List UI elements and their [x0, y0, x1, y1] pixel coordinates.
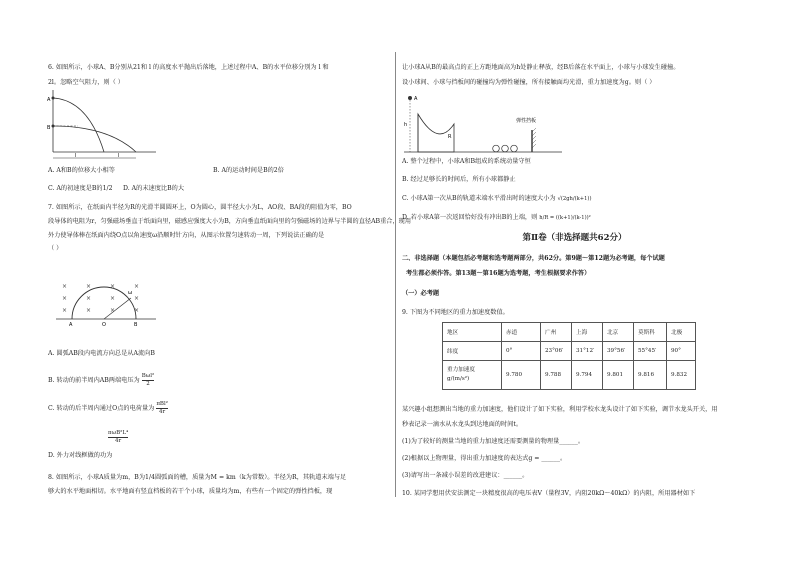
- denominator: 2: [146, 381, 150, 387]
- table-row: [443, 323, 696, 342]
- q6-option-b: B. A的运动时间是B的2倍: [213, 167, 284, 174]
- table-cell: 9.780: [502, 361, 541, 390]
- table-cell: 广州: [541, 323, 572, 342]
- q7-option-c: [48, 401, 168, 416]
- q6-stem-2: 2l。忽略空气阻力，则（ ）: [48, 79, 124, 86]
- table-cell: 90°: [667, 342, 696, 361]
- subsection-required: （一）必考题: [402, 290, 440, 297]
- section-2-title: 第Ⅱ卷（非选择题共62分）: [522, 233, 627, 243]
- x-mark: ×: [134, 295, 140, 302]
- table-cell: [443, 361, 502, 390]
- denominator: 4r: [115, 438, 122, 444]
- table-cell: 北极: [667, 323, 696, 342]
- q9-after-1: 某兴趣小组想测出当地的重力加速度，他们设计了如下实验，利用学校水龙头设计了如下实验，调节水龙头开关，用: [402, 406, 718, 413]
- option-text: D. 若小球A第一次返回恰好没有冲出B的上端，则: [402, 214, 538, 221]
- numerator: πBl²: [156, 401, 168, 407]
- q8-continued-2: 设小球间、小球与挡板间的碰撞均为弹性碰撞，所有接触面均光滑，重力加速度为g。则（ ）: [402, 79, 656, 86]
- label-a: A: [414, 96, 418, 102]
- label-b: B: [134, 322, 138, 328]
- numerator: Bωl²: [141, 373, 155, 379]
- q6-option-d: D. A的末速度比B的大: [123, 185, 185, 192]
- gravity-table: [442, 322, 696, 390]
- label-l1: l: [75, 153, 77, 159]
- label-a: A: [47, 97, 51, 103]
- cell-line: g/(m/s²): [447, 376, 470, 382]
- q8-stem-1: 8. 如图所示，小球A质量为m，B为1/4圆弧面的槽，质量为M = km（k为常数）。半径为R，其轨道末端与足: [48, 474, 347, 481]
- label-elastic-wall: 弹性挡板: [516, 118, 537, 124]
- x-mark: ×: [86, 295, 92, 302]
- table-cell: 55°45′: [634, 342, 667, 361]
- section-2-intro-2: 考生都必须作答。第13题～第16题为选考题，考生根据要求作答）: [406, 270, 591, 277]
- numerator: πωB²L⁴: [108, 430, 129, 436]
- table-cell: 9.794: [572, 361, 603, 390]
- option-text: B. 转动的前半周内AB两端电压为: [48, 377, 140, 384]
- table-cell: 上海: [572, 323, 603, 342]
- q7-semicircle-figure: [56, 278, 166, 330]
- table-cell: 0°: [502, 342, 541, 361]
- q9-sub-2: (2)根据以上物理量，得出重力加速度的表达式g = ______。: [402, 455, 567, 462]
- table-cell: 莫斯科: [634, 323, 667, 342]
- label-l2: l: [118, 153, 120, 159]
- x-mark: ×: [110, 283, 116, 290]
- column-divider: [395, 52, 396, 497]
- q10-stem: 10. 某同学想用伏安法测定一块精度很高的电压表V（量程3V，内阻20kΩ～40kΩ）的内阻，所用器材如下: [402, 490, 696, 497]
- x-mark: ×: [110, 307, 116, 314]
- x-mark: ×: [62, 307, 68, 314]
- q8-stem-2: 够大的水平地面相切。水平地面有竖直档板的若干个小球，质量均为m，有些有一个固定的弹性挡板，现: [48, 488, 333, 495]
- q9-sub-3: (3)请写出一条减小误差的改进建议：______。: [402, 472, 529, 479]
- x-mark: ×: [86, 307, 92, 314]
- label-r: R: [448, 134, 452, 140]
- table-cell: 赤道: [502, 323, 541, 342]
- fraction: [142, 373, 155, 388]
- q7-option-a: A. 圆弧AB段内电流方向总是从A流向B: [48, 350, 155, 357]
- table-cell: 9.801: [603, 361, 634, 390]
- q7-option-d: D. 外力对线框做的功为: [48, 452, 113, 459]
- q9-sub-1: (1)为了较好的测量当地的重力加速度还需要测量的物理量______。: [402, 438, 585, 445]
- table-cell: 39°56′: [603, 342, 634, 361]
- table-cell: 9.832: [667, 361, 696, 390]
- q9-after-2: 秒表记录一滴水从水龙头到达地面的时间t。: [402, 421, 523, 428]
- x-mark: ×: [134, 283, 140, 290]
- table-cell: 北京: [603, 323, 634, 342]
- table-cell: 纬度: [443, 342, 502, 361]
- q7-stem-3: 外力使导体棒在纸面内绕O点以角速度ω沿顺时针方向，从图示位置匀速转动一周，下列说法正确的是: [48, 232, 325, 239]
- q7-option-b: [48, 373, 154, 388]
- table-cell: 地区: [443, 323, 502, 342]
- option-text: C. 小球A第一次从B的轨道末端水平滑出时的速度大小为: [402, 195, 556, 202]
- table-cell: 9.788: [541, 361, 572, 390]
- q8-track-figure: [404, 90, 564, 156]
- table-cell: 23°06′: [541, 342, 572, 361]
- option-text: C. 转动的后半周内通过O点的电荷量为: [48, 405, 155, 412]
- table-cell: 31°12′: [572, 342, 603, 361]
- q6-stem-1: 6. 如图所示，小球A、B分别从21和 l 的高度水平抛出后落地，上述过程中A、B的水平位移分别为 l 和: [48, 64, 329, 71]
- x-mark: ×: [134, 307, 140, 314]
- q7-stem-2: 段导体的电阻为r，匀强磁场垂直于纸面向里，磁感应强度大小为B，方向垂直纸面向里的匀强磁场的边界与半圆的直径AB重合，现用: [48, 218, 412, 225]
- x-mark: ×: [110, 295, 116, 302]
- q8-option-b: B. 经过足够长的时间后，所有小球都静止: [402, 176, 516, 183]
- q7-stem-1: 7. 如图所示，在纸面内半径为R的光滑半圆圆环上，O为圆心，圆半径大小为L，AO段、BA段的阻值为零，BO: [48, 204, 352, 211]
- q6-option-c: C. A的初速度是B的1/2: [48, 185, 113, 192]
- q8-option-c: [402, 193, 591, 205]
- q8-option-d: [402, 212, 591, 224]
- q6-option-a: A. A和B的位移大小相等: [48, 167, 115, 174]
- label-h: h: [404, 122, 408, 128]
- x-mark: ×: [62, 283, 68, 290]
- cell-line: 重力加速度: [447, 367, 475, 373]
- q6-projectile-figure: [48, 88, 158, 162]
- x-mark: ×: [86, 283, 92, 290]
- formula: h/R = ((k+1)/(k-1))²: [539, 215, 591, 221]
- table-cell: 9.816: [634, 361, 667, 390]
- label-b: B: [47, 125, 51, 131]
- q9-stem: 9. 下图为不同地区的重力加速度数值。: [402, 309, 509, 316]
- q8-continued-1: 让小球A从B的最高点的正上方距地面高为h处静止释放，经B后落在水平面上，小球与小球发生碰撞。: [402, 64, 680, 71]
- table-row: [443, 342, 696, 361]
- label-a: A: [69, 322, 73, 328]
- table-row: [443, 361, 696, 390]
- q7-stem-4: （ ）: [48, 245, 63, 252]
- fraction: [156, 401, 168, 416]
- label-o: O: [102, 322, 106, 328]
- denominator: 4r: [159, 409, 166, 415]
- section-2-intro-1: 二、非选择题（本题包括必考题和选考题两部分，共62分。第9题～第12题为必考题，每个试题: [402, 255, 665, 262]
- x-mark: ×: [62, 295, 68, 302]
- omega-label: ω: [128, 290, 133, 296]
- q7-option-d-fraction: [108, 430, 128, 445]
- q8-option-a: A. 整个过程中，小球A和B组成的系统动量守恒: [402, 158, 531, 165]
- formula: √(2gh/(k+1)): [557, 196, 592, 202]
